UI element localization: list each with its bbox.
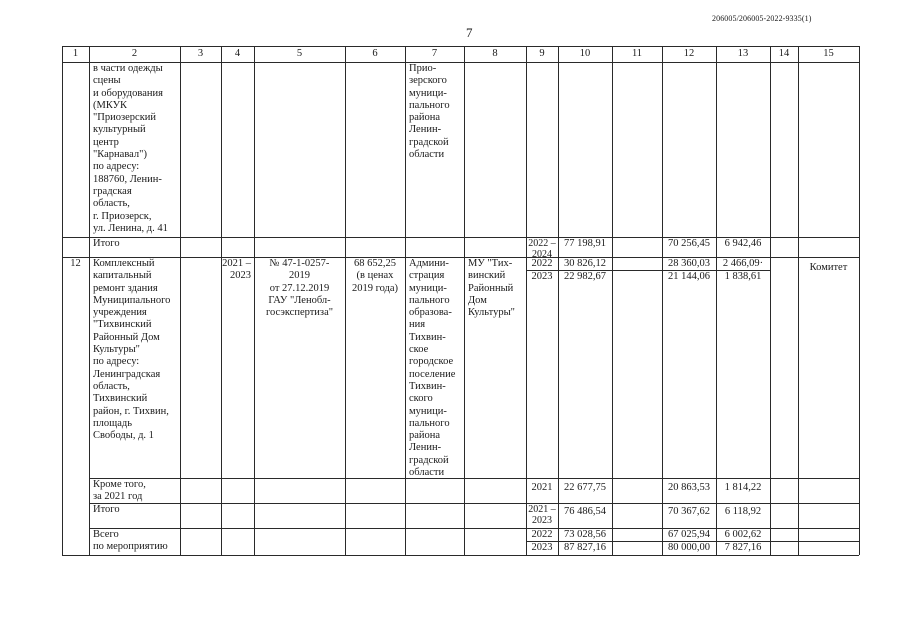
col-line [464,46,465,555]
grand-col13-2022: 6 002,62 [724,529,762,540]
col-line [662,46,663,555]
grand-total-label: Всего по мероприятию [93,529,168,553]
grand-year-2022: 2022 [531,529,553,540]
col10-2023: 22 982,67 [564,271,606,282]
row-line [62,555,859,556]
row-line [62,46,859,47]
row-line [89,503,859,504]
col12-2022: 28 360,03 [668,258,710,269]
col-header-7: 7 [431,48,438,59]
total-col12: 70 367,62 [668,506,710,517]
col-header-10: 10 [579,48,591,59]
total-years: 2021 – 2023 [528,504,556,526]
year-2023: 2023 [531,271,553,282]
expertise-cell: № 47-1-0257- 2019 от 27.12.2019 ГАУ "Ленобл- госэкспертиза" [265,258,334,319]
total-col13: 6 942,46 [724,238,762,249]
document-code: 206005/206005-2022-9335(1) [712,14,812,23]
total-years: 2022 – 2024 [528,238,556,260]
col-header-3: 3 [197,48,204,59]
col-header-12: 12 [683,48,695,59]
col-header-5: 5 [296,48,303,59]
additional-col13: 1 814,22 [724,482,762,493]
grand-year-2023: 2023 [531,542,553,553]
additional-col10: 22 677,75 [564,482,606,493]
grand-col10-2023: 87 827,16 [564,542,606,553]
object-name-cell: в части одежды сцены и оборудования (МКУК "Приозерский культурный центр "Карнавал") по адресу: 188760, Ленин- градская область, г. Приозерск, ул. Ленина, д. 41 [93,63,168,234]
item-number: 12 [70,258,81,269]
col-line [345,46,346,555]
col-line [180,46,181,555]
year-2022: 2022 [531,258,553,269]
col-line [716,46,717,555]
col-header-1: 1 [72,48,79,59]
additional-col12: 20 863,53 [668,482,710,493]
total-label: Итого [93,504,120,515]
col-line [89,46,90,555]
grand-col12-2022: 67 025,94 [668,529,710,540]
col-line [62,46,63,555]
additional-label: Кроме того, за 2021 год [93,479,146,503]
customer-cell: Админи- страция муници- пального образова- ния Тихвин- ское городское поселение Тихвин- ского муници- пального района Ленин- градской области [409,258,456,479]
col-line [526,46,527,555]
period-cell: 2021 – 2023 [222,258,251,282]
page-number: 7 [466,25,473,40]
col-header-2: 2 [131,48,138,59]
executor-cell: МУ "Тих- винский Районный Дом Культуры" [468,258,515,319]
customer-cell: Прио- зерского муници- пального района Ленин- градской области [409,63,450,161]
additional-year: 2021 [531,482,553,493]
cost-cell: 68 652,25 (в ценах 2019 года) [351,258,399,294]
total-col10: 77 198,91 [564,238,606,249]
col-header-4: 4 [234,48,241,59]
col-header-15: 15 [823,48,834,59]
col-header-13: 13 [737,48,749,59]
col-line [221,46,222,555]
row-line [89,478,859,479]
grand-col10-2022: 73 028,56 [564,529,606,540]
total-col12: 70 256,45 [668,238,710,249]
col12-2023: 21 144,06 [668,271,710,282]
col-header-11: 11 [631,48,643,59]
total-label: Итого [93,238,120,249]
col-header-9: 9 [539,48,545,59]
grand-col13-2023: 7 827,16 [724,542,762,553]
col-line [405,46,406,555]
total-col13: 6 118,92 [724,506,762,517]
col-line [859,46,860,555]
col-line [612,46,613,555]
responsible-cell: Комитет [809,262,848,273]
col-line [558,46,559,555]
col-line [798,46,799,555]
col13-2023: 1 838,61 [724,271,762,282]
col-header-6: 6 [372,48,378,59]
object-name-cell: Комплексный капитальный ремонт здания Муниципального учреждения "Тихвинский Районный Дом Культуры" по адресу: Ленинградская область, Тихвинский район, г. Тихвин, площадь Свободы, д. 1 [93,258,171,442]
col-header-8: 8 [492,48,498,59]
col13-2022: 2 466,09· [722,258,764,269]
col10-2022: 30 826,12 [564,258,606,269]
grand-col12-2023: 80 000,00 [668,542,710,553]
total-col10: 76 486,54 [564,506,606,517]
col-header-14: 14 [778,48,790,59]
col-line [770,46,771,555]
